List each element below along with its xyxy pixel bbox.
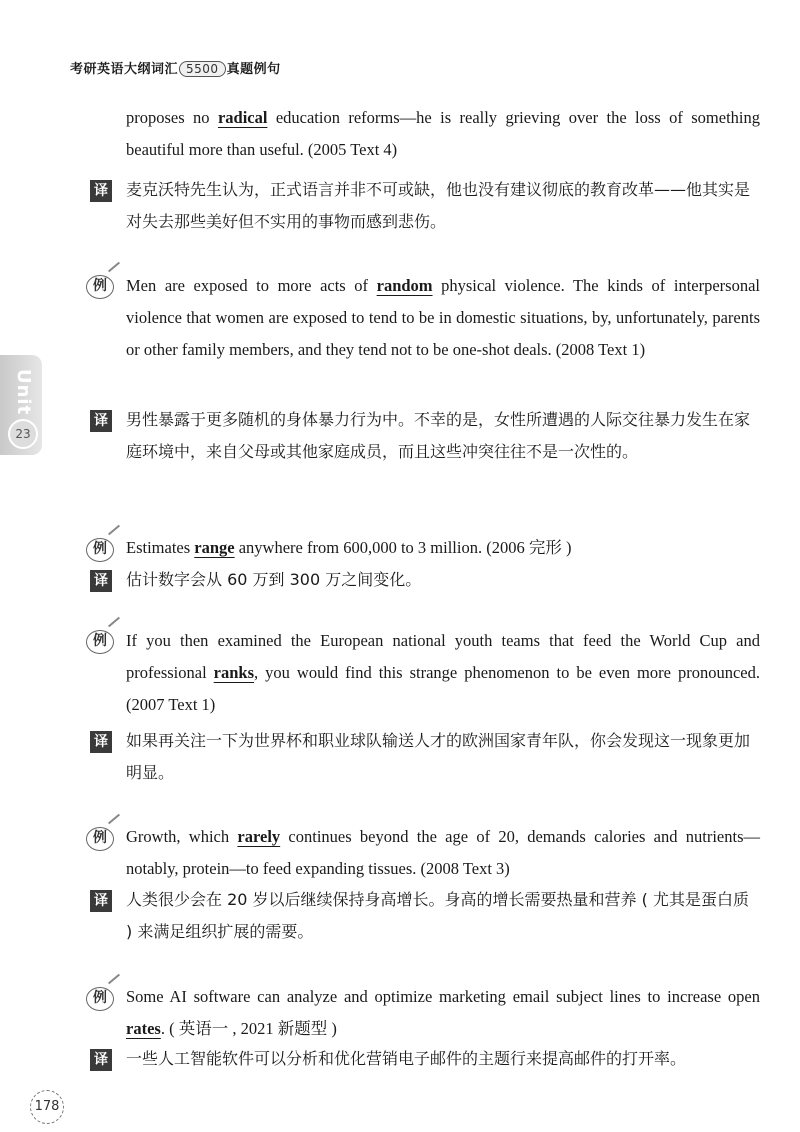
example-sentence [126,981,760,1045]
sentence-text: Men are exposed to more acts of [126,276,377,295]
example-icon: 例 [86,827,114,851]
translation-icon: 译 [90,731,112,753]
sentence-text: education reforms—he is really grieving over the loss of something beautiful more than useful. (2005 Text 4) [126,108,760,159]
page-header [70,58,281,77]
translation-icon: 译 [90,890,112,912]
sentence-text: . ( 英语一 , 2021 新题型 ) [160,1019,337,1038]
translation-text: 男性暴露于更多随机的身体暴力行为中。不幸的是，女性所遭遇的人际交往暴力发生在家庭环境中，来自父母或其他家庭成员，而且这些冲突往往不是一次性的。 [126,410,751,461]
translation-text: 如果再关注一下为世界杯和职业球队输送人才的欧洲国家青年队，你会发现这一现象更加明显。 [126,731,751,782]
unit-label: Unit [13,369,34,416]
sentence-text: Growth, which [126,827,238,846]
header-title-post: 真题例句 [226,62,281,77]
keyword: rarely [237,827,281,846]
translation-icon: 译 [90,1049,112,1071]
keyword: rates [126,1019,161,1038]
sentence-text: , you would find this strange phenomenon to be even more pronounced. (2007 Text 1) [126,663,760,714]
example-icon: 例 [86,987,114,1011]
example-icon: 例 [86,630,114,654]
example-sentence [126,821,760,885]
sentence-text: proposes no [126,108,218,127]
header-badge: 5500 [179,61,226,77]
sentence-text: If you then examined the European national youth teams that feed the World Cup and professional [126,631,760,682]
sentence-text: Some AI software can analyze and optimize marketing email subject lines to increase open [126,987,760,1006]
example-sentence [126,270,760,366]
translation-icon: 译 [90,410,112,432]
page-number: 178 [30,1090,64,1124]
example-sentence [126,532,760,564]
example-icon: 例 [86,275,114,299]
keyword: random [376,276,433,295]
keyword: range [194,538,235,557]
unit-side-tab [0,355,42,455]
translation-icon: 译 [90,570,112,592]
keyword: radical [217,108,268,127]
unit-number: 23 [8,419,38,449]
translation-text: 人类很少会在 20 岁以后继续保持身高增长。身高的增长需要热量和营养 ( 尤其是蛋白质 ) 来满足组织扩展的需要。 [126,890,749,941]
sentence-text: anywhere from 600,000 to 3 million. (2006 完形 ) [234,538,572,557]
sentence-text: physical violence. The kinds of interpersonal violence that women are exposed to tend to be in domestic situations, by, unfortunately, parents or other family members, and they tend not to be one-shot deals. (2008 Text 1) [126,276,760,359]
translation-text: 一些人工智能软件可以分析和优化营销电子邮件的主题行来提高邮件的打开率。 [126,1049,687,1068]
translation-icon: 译 [90,180,112,202]
sentence-text: Estimates [126,538,195,557]
translation-text: 估计数字会从 60 万到 300 万之间变化。 [126,570,422,589]
translation-text: 麦克沃特先生认为，正式语言并非不可或缺，他也没有建议彻底的教育改革——他其实是对失去那些美好但不实用的事物而感到悲伤。 [126,180,751,231]
sentence-text: continues beyond the age of 20, demands calories and nutrients— notably, protein—to feed expanding tissues. (2008 Text 3) [126,827,761,878]
example-sentence [126,625,760,721]
keyword: ranks [213,663,255,682]
example-icon: 例 [86,538,114,562]
header-title-pre: 考研英语大纲词汇 [70,62,179,77]
example-sentence [126,102,760,166]
